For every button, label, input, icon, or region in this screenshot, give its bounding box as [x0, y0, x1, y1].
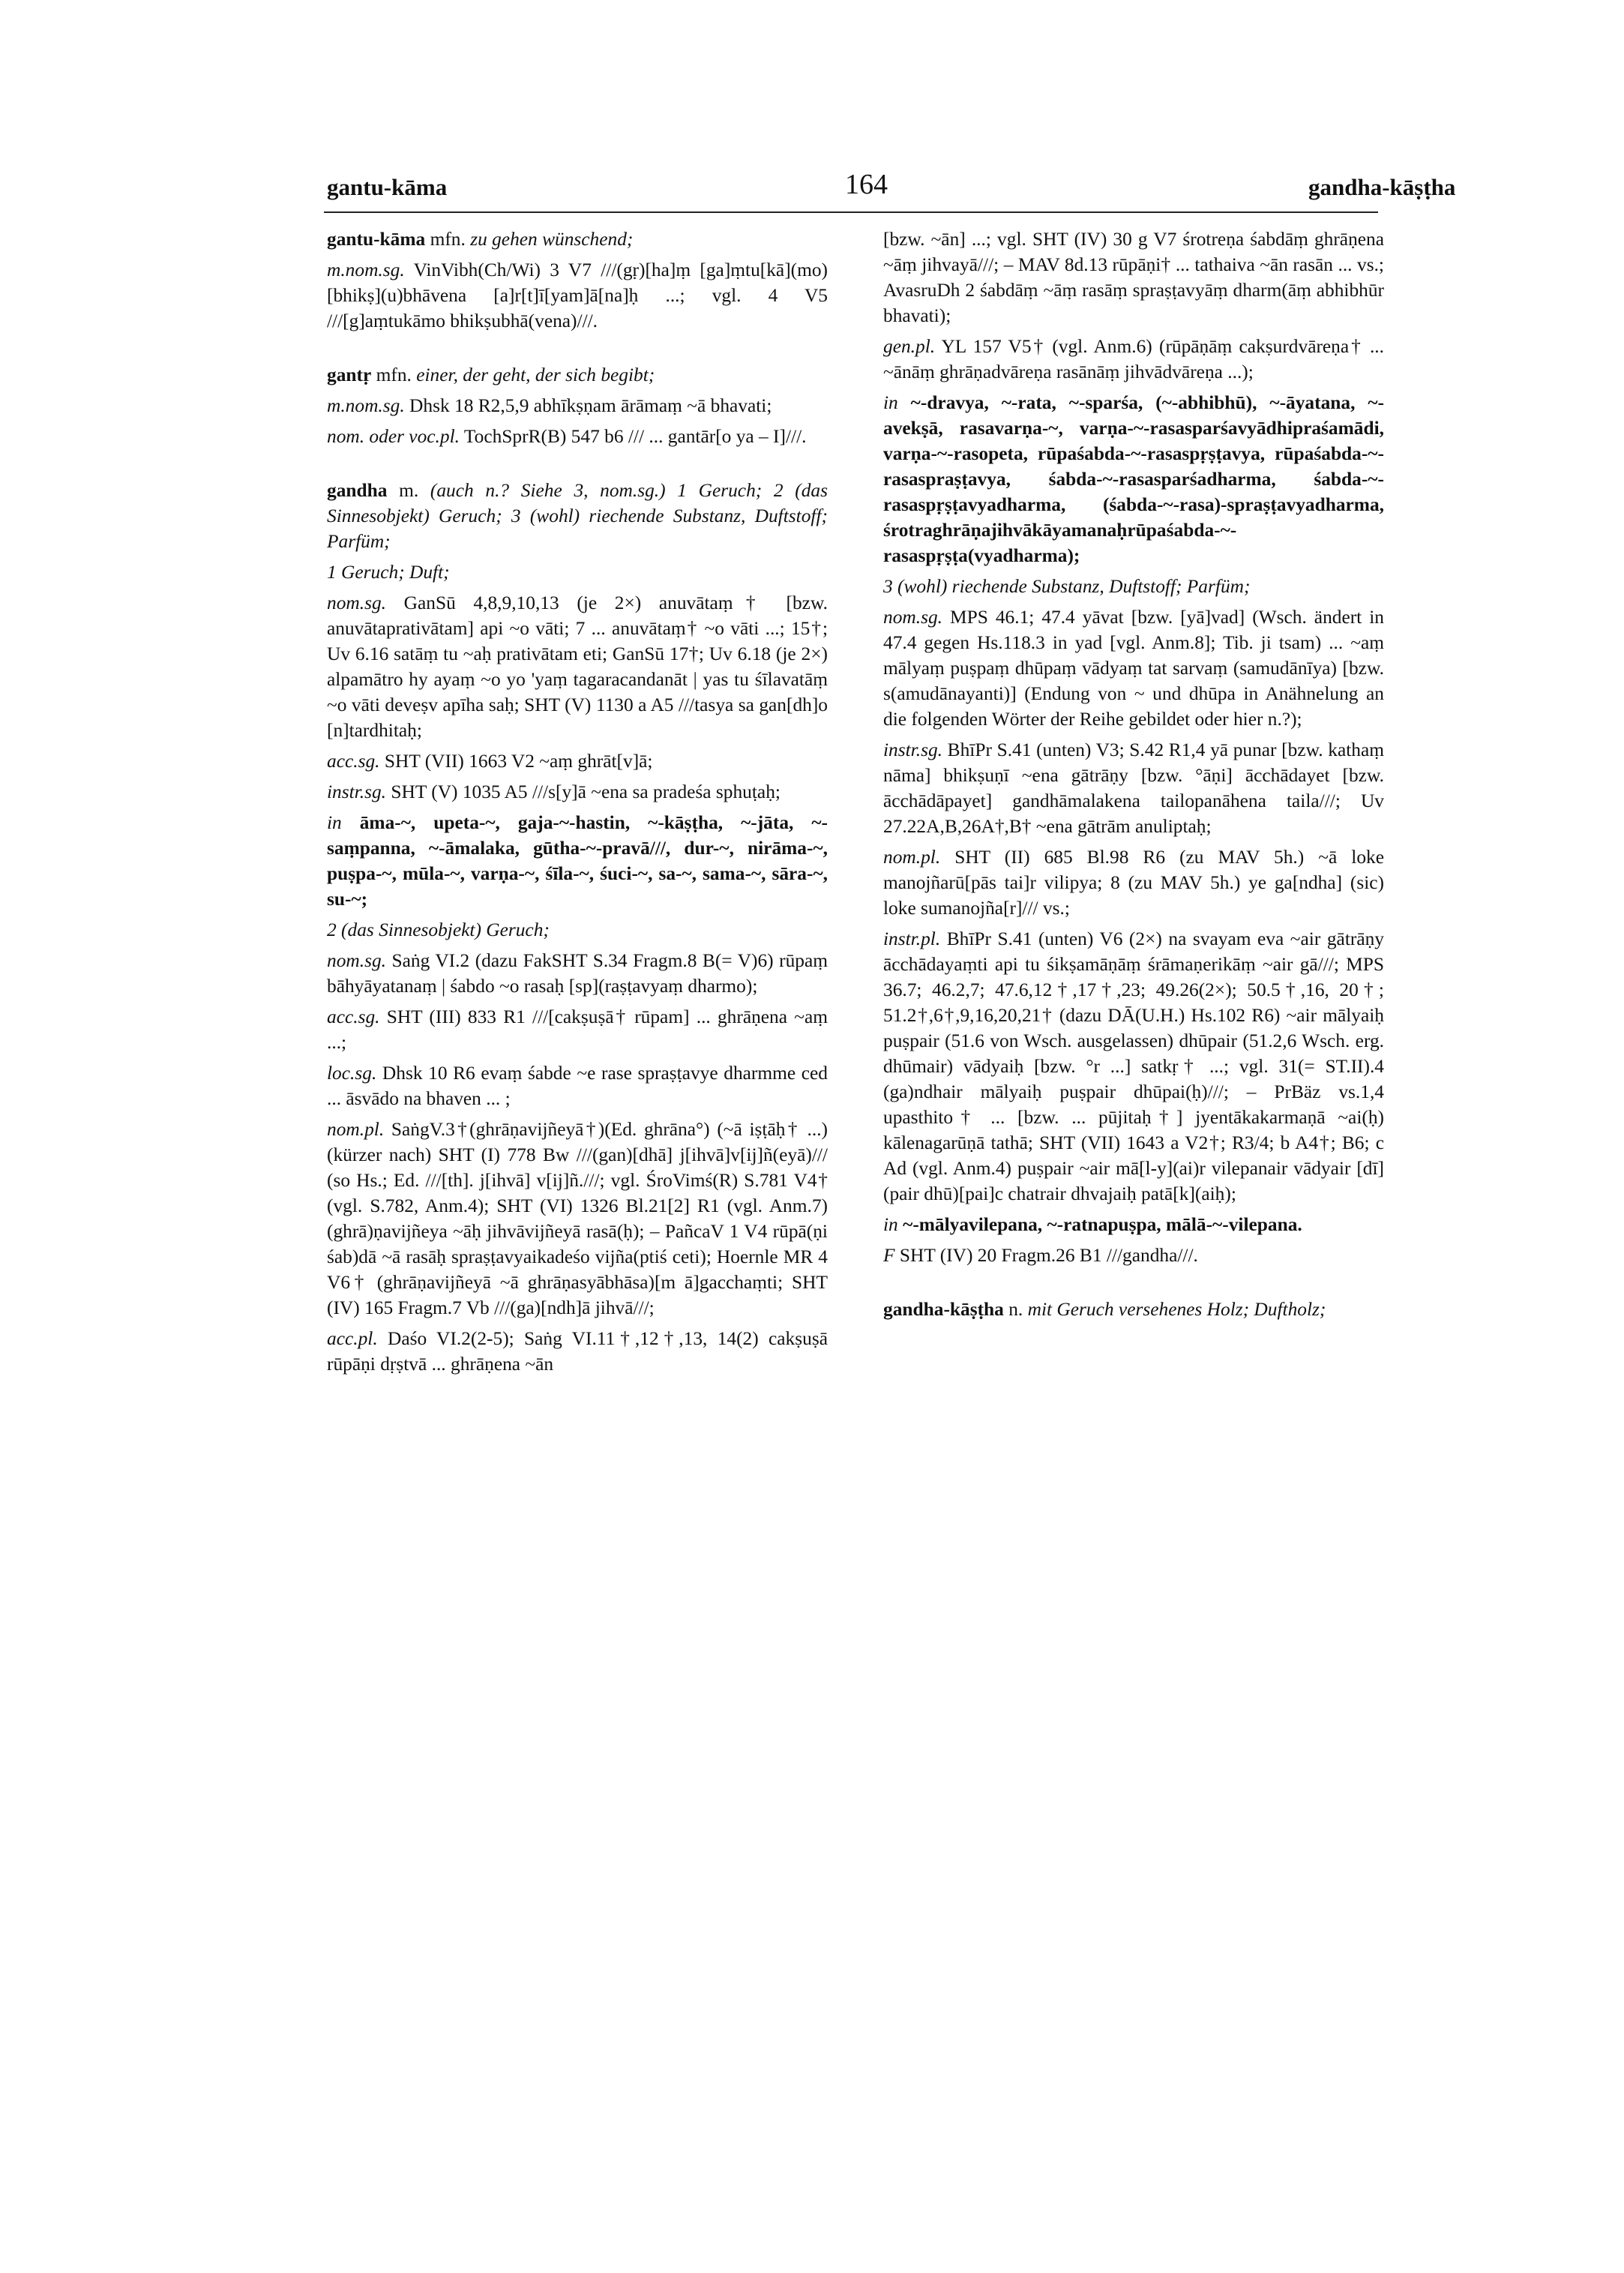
citation-block: [327, 917, 828, 943]
citation-text: ~-dravya, ~-rata, ~-sparśa, (~-abhibhū), ~-āyatana, ~-avekṣā, rasavarṇa-~, varṇa-~-rasasparśavyādhipraśamādi, varṇa-~-rasopeta, rūpaśabda-~-rasaspṛṣṭavya, rūpaśabda-~-rasaspraṣṭavya, śabda-~-rasasparśadharma, śabda-~-rasaspṛṣṭavyadharma, (śabda-~-rasa)-spraṣṭavyadharma, śrotraghrāṇajihvākāyamanaḥrūpaśabda-~-rasaspṛṣṭa(vyadharma);: [883, 392, 1384, 566]
grammar-label: mfn.: [430, 229, 466, 250]
citation-block: [327, 559, 828, 585]
form-label: m.nom.sg.: [327, 259, 405, 280]
form-label: instr.sg.: [327, 781, 387, 802]
citation-block: [883, 604, 1384, 732]
form-label: nom.sg.: [327, 950, 386, 971]
citation-text: ~-mālyavilepana, ~-ratnapuṣpa, mālā-~-vilepana.: [903, 1214, 1302, 1235]
citation-block: [327, 1326, 828, 1377]
citation-text: TochSprR(B) 547 b6 /// ... gantār[o ya – I]///.: [463, 426, 807, 447]
form-label: in: [883, 1214, 898, 1235]
citation-text: MPS 46.1; 47.4 yāvat [bzw. [yā]vad] (Wsch. ändert in 47.4 gegen Hs.118.3 in yad [vgl. Anm.8]; Tib. ji tsam) ... ~aṃ mālyaṃ puṣpaṃ dhūpaṃ vādyaṃ tat sarvaṃ (samudānīya) [bzw. s(amudānayanti)] (Endung von ~ und dhūpa in Anähnelung an die folgenden Wörter der Reihe gebildet oder hier n.?);: [883, 607, 1384, 730]
right-column: [883, 226, 1384, 2214]
form-label: nom.sg.: [883, 607, 942, 628]
definition: mit Geruch versehenes Holz; Duftholz;: [1027, 1299, 1326, 1320]
form-label: nom. oder voc.pl.: [327, 426, 460, 447]
citation-block: [883, 390, 1384, 568]
citation-text: 1 Geruch; Duft;: [327, 562, 450, 583]
form-label: acc.sg.: [327, 751, 380, 772]
citation-text: Dhsk 18 R2,5,9 abhīkṣṇam ārāmaṃ ~ā bhavati;: [409, 395, 772, 416]
running-head-left: gantu-kāma: [327, 174, 448, 200]
citation-block: [327, 590, 828, 743]
citation-text: SHT (V) 1035 A5 ///s[y]ā ~ena sa pradeśa sphuṭaḥ;: [391, 781, 781, 802]
citation-block: [883, 926, 1384, 1207]
citation-text: āma-~, upeta-~, gaja-~-hastin, ~-kāṣṭha, ~-jāta, ~-saṃpanna, ~-āmalaka, gūtha-~-pravā///, dur-~, nirāma-~, puṣpa-~, mūla-~, varṇa-~, śīla-~, śuci-~, sa-~, sama-~, sāra-~, su-~;: [327, 812, 828, 910]
citation-text: SaṅgV.3†(ghrāṇavijñeyā†)(Ed. ghrāna°) (~ā iṣṭāḥ† ...) (kürzer nach) SHT (I) 778 Bw ///(gan)[dhā] j[ihvā]v[ij]ñ(eyā)/// (so Hs.; Ed. ///[th]. j[ihvā] v[ij]ñ.///; vgl. ŚroVimś(R) S.781 V4† (vgl. S.782, Anm.4); SHT (VI) 1326 Bl.21[2] R1 (vgl. Anm.7) (ghrā)ṇavijñeya ~āḥ jihvāvijñeyā rasā(ḥ); – PañcaV 1 V4 rūpā(ṇi śab)dā ~ā rasāḥ spraṣṭavyaikadeśo vijña(ptiś ceti); Hoernle MR 4 V6† (ghrāṇavijñeyā ~ā ghrāṇasyābhāsa)[m ā]gacchaṃti; SHT (IV) 165 Fragm.7 Vb ///(ga)[ndh]ā jihvā///;: [327, 1119, 828, 1318]
citation-block: [883, 737, 1384, 839]
citation-block: [327, 748, 828, 774]
citation-text: GanSū 4,8,9,10,13 (je 2×) anuvātaṃ† [bzw. anuvātaprativātam] api ~o vāti; 7 ... anuvātaṃ† ~o vāti ...; 15†; Uv 6.16 satāṃ tu ~aḥ prativātam eti; GanSū 17†; Uv 6.18 (je 2×) alpamātro hy ayaṃ ~o yo 'yaṃ tagaracandanāt | yas tu śīlavatāṃ ~o vāti deveṣv apīha saḥ; SHT (V) 1130 a A5 ///tasya sa gan[dh]o [n]tardhitaḥ;: [327, 592, 828, 741]
definition: einer, der geht, der sich begibt;: [416, 364, 655, 385]
citation-text: Dhsk 10 R6 evaṃ śabde ~e rase spraṣṭavye dharmme ced ... āsvādo na bhaven ... ;: [327, 1063, 828, 1109]
citation-block: [883, 226, 1384, 328]
lemma-headword: gantu-kāma: [327, 229, 426, 250]
citation-block: [327, 1117, 828, 1321]
citation-block: [883, 1243, 1384, 1268]
grammar-label: mfn.: [376, 364, 412, 385]
lemma-entry: [327, 362, 828, 388]
citation-block: [327, 257, 828, 334]
header-rule: [324, 211, 1378, 213]
grammar-label: n.: [1008, 1299, 1023, 1320]
citation-text: 3 (wohl) riechende Substanz, Duftstoff; Parfüm;: [883, 576, 1251, 597]
form-label: loc.sg.: [327, 1063, 377, 1084]
citation-block: [883, 844, 1384, 921]
citation-block: [883, 1212, 1384, 1237]
running-head-right: gandha-kāṣṭha: [1308, 174, 1456, 200]
citation-text: SHT (VII) 1663 V2 ~aṃ ghrāt[v]ā;: [384, 751, 653, 772]
citation-block: [327, 948, 828, 999]
citation-text: YL 157 V5† (vgl. Anm.6) (rūpāṇāṃ cakṣurdvāreṇa† ... ~ānāṃ ghrāṇadvāreṇa rasānāṃ jihvādvāreṇa ...);: [883, 336, 1384, 382]
citation-text: SHT (IV) 20 Fragm.26 B1 ///gandha///.: [899, 1245, 1198, 1266]
page-number: 164: [845, 169, 888, 200]
lemma-headword: gandha-kāṣṭha: [883, 1299, 1004, 1320]
form-label: gen.pl.: [883, 336, 936, 357]
definition: zu gehen wünschend;: [470, 229, 634, 250]
form-label: instr.pl.: [883, 928, 941, 949]
citation-block: [327, 424, 828, 449]
citation-block: [327, 810, 828, 912]
lemma-headword: gandha: [327, 480, 388, 501]
form-label: in: [883, 392, 898, 413]
citation-block: [883, 574, 1384, 599]
citation-text: BhīPr S.41 (unten) V6 (2×) na svayam eva ~air gātrāṇy ācchādayaṃti api tu śikṣamāṇāṃ śrāmaṇerikāṃ ~air gā///; MPS 36.7; 46.2,7; 47.6,12†,17†,23; 49.26(2×); 50.5†,16, 20†; 51.2†,6†,9,16,20,21† (dazu DĀ(U.H.) Hs.102 R6) ~air mālyaiḥ puṣpair (51.6 von Wsch. ausgelassen) dhūpair (51.2,6 Wsch. erg. dhūmair) vādyaiḥ [bzw. °r ...] satkṛ† ...; vgl. 31(= ST.II).4 (ga)ndhair mālyaiḥ puṣpair dhūpai(ḥ)///; – PrBäz vs.1,4 upasthito† ... [bzw. ... pūjitaḥ†] jyentākakarmaṇā ~ai(ḥ) kālenagarūṇā tathā; SHT (VII) 1643 a V2†; R3/4; b A4†; B6; c Ad (vgl. Anm.4) puṣpair ~air mā[l-y](ai)r vilepanair vādyair [dī](pair dhū)[pai]c chatrair dhvajaiḥ patā[k](aiḥ);: [883, 928, 1384, 1204]
citation-block: [883, 334, 1384, 385]
citation-text: [bzw. ~ān] ...; vgl. SHT (IV) 30 g V7 śrotreṇa śabdāṃ ghrāṇena ~āṃ jihvayā///; – MAV 8d.13 rūpāṇi† ... tathaiva ~ān rasān ... vs.; AvasruDh 2 śabdāṃ ~āṃ rasāṃ spraṣṭavyāṃ dharm(āṃ abhibhūr bhavati);: [883, 229, 1384, 326]
citation-block: [327, 1004, 828, 1055]
form-label: acc.pl.: [327, 1328, 378, 1349]
form-label: in: [327, 812, 342, 833]
form-label: nom.pl.: [883, 847, 941, 868]
lemma-entry: [327, 478, 828, 554]
definition: (auch n.? Siehe 3, nom.sg.) 1 Geruch; 2 (das Sinnesobjekt) Geruch; 3 (wohl) riechende Substanz, Duftstoff; Parfüm;: [327, 480, 828, 552]
citation-text: BhīPr S.41 (unten) V3; S.42 R1,4 yā punar [bzw. kathaṃ nāma] bhikṣuṇī ~ena gātrāṇy [bzw. °āṇi] ācchādayet [bzw. ācchādāpayet] gandhāmalakena tailopanāhena taila///; Uv 27.22A,B,26A†,B† ~ena gātrām anuliptaḥ;: [883, 739, 1384, 837]
citation-text: 2 (das Sinnesobjekt) Geruch;: [327, 919, 550, 940]
citation-text: Daśo VI.2(2-5); Saṅg VI.11†,12†,13, 14(2) cakṣuṣā rūpāṇi dṛṣtvā ... ghrāṇena ~ān: [327, 1328, 828, 1375]
citation-text: Saṅg VI.2 (dazu FakSHT S.34 Fragm.8 B(= V)6) rūpaṃ bāhyāyatanaṃ | śabdo ~o rasaḥ [sp](raṣṭavyaṃ dharmo);: [327, 950, 828, 997]
lemma-headword: gantṛ: [327, 364, 372, 385]
form-label: instr.sg.: [883, 739, 943, 760]
left-column: [327, 226, 828, 2214]
form-label: nom.sg.: [327, 592, 386, 613]
form-label: F: [883, 1245, 895, 1266]
form-label: nom.pl.: [327, 1119, 385, 1140]
lemma-entry: [883, 1297, 1384, 1322]
form-label: acc.sg.: [327, 1006, 380, 1027]
citation-text: SHT (II) 685 Bl.98 R6 (zu MAV 5h.) ~ā loke manojñarū[pās tai]r vilipya; 8 (zu MAV 5h.) ye ga[ndha] (sic) loke sumanojña[r]/// vs.;: [883, 847, 1384, 919]
lemma-entry: [327, 226, 828, 252]
citation-block: [327, 393, 828, 418]
citation-block: [327, 779, 828, 805]
citation-block: [327, 1060, 828, 1111]
form-label: m.nom.sg.: [327, 395, 405, 416]
grammar-label: m.: [399, 480, 419, 501]
citation-text: SHT (III) 833 R1 ///[cakṣuṣā† rūpam] ... ghrāṇena ~aṃ ...;: [327, 1006, 828, 1053]
citation-text: VinVibh(Ch/Wi) 3 V7 ///(gṛ)[ha]ṃ [ga]ṃtu[kā](mo) [bhikṣ](u)bhāvena [a]r[t]ī[yam]ā[na]ḥ ...; vgl. 4 V5 ///[g]aṃtukāmo bhikṣubhā(vena)///.: [327, 259, 828, 331]
